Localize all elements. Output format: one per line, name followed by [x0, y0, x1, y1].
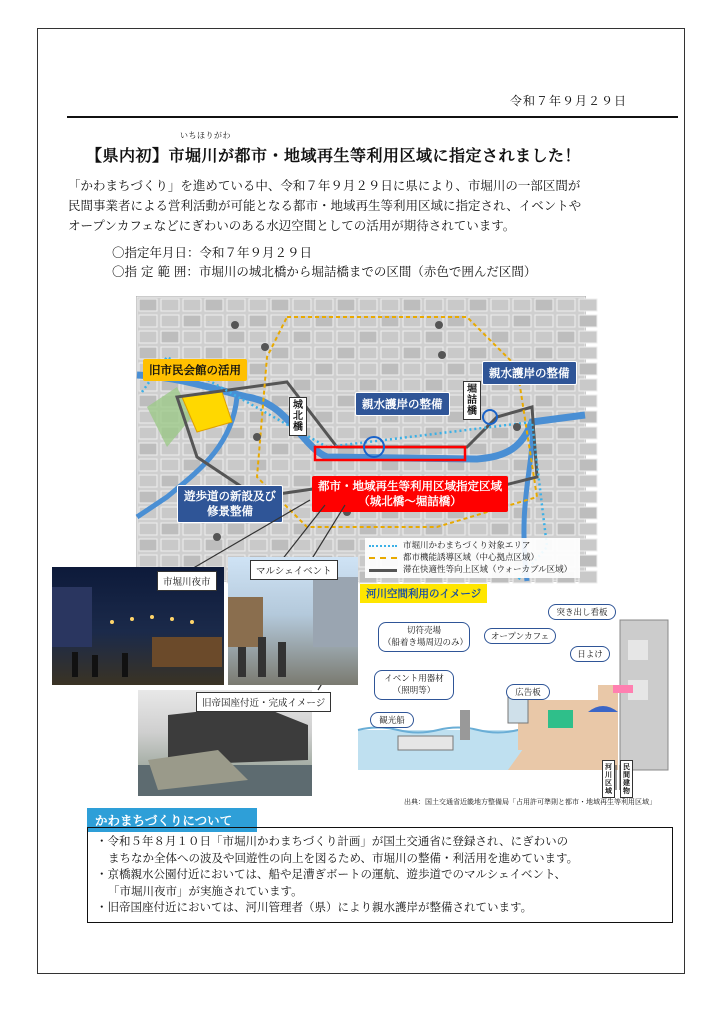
label-jouhoku-bridge: 城北橋	[289, 397, 307, 436]
about-line: ・令和５年８月１０日「市堀川かわまちづくり計画」が国土交通省に登録され、にぎわいの	[96, 834, 569, 848]
label-revetment-center: 親水護岸の整備	[355, 392, 450, 416]
caption-old-theater: 旧帝国座付近・完成イメージ	[196, 692, 331, 712]
callout-event-equipment	[374, 670, 454, 700]
callout-ticket-booth	[378, 622, 470, 652]
callout-signboard: 突き出し看板	[548, 604, 616, 620]
label-zone-line: 都市・地域再生等利用区域指定区域	[318, 479, 502, 493]
caption-marche: マルシェイベント	[250, 560, 338, 580]
page-title: 【県内初】市堀川が都市・地域再生等利用区域に指定されました！	[86, 146, 582, 165]
photo-marche	[228, 557, 358, 685]
intro-line: 民間事業者による営利活動が可能となる都市・地域再生等利用区域に指定され、イベントや	[68, 198, 582, 213]
label-river-area: 河川区域	[602, 760, 615, 798]
about-line: ・旧帝国座付近においては、河川管理者（県）により親水護岸が整備されています。	[96, 900, 533, 914]
caption-night-market: 市堀川夜市	[157, 571, 217, 591]
label-horizume-bridge: 堀詰橋	[463, 381, 481, 420]
about-line: 「市堀川夜市」が実施されています。	[108, 883, 303, 898]
callout-open-cafe: オープンカフェ	[484, 628, 556, 644]
legend-item: 市堀川かわまちづくり対象エリア	[369, 540, 576, 552]
photo-old-theater	[138, 690, 326, 796]
about-box	[87, 827, 673, 923]
label-private-building: 民間建物	[620, 760, 633, 798]
callout-ad-board: 広告板	[506, 684, 550, 700]
river-image-title: 河川空間利用のイメージ	[360, 584, 487, 603]
designation-range: 〇指 定 範 囲：市堀川の城北橋から堀詰橋までの区間（赤色で囲んだ区間）	[112, 264, 537, 279]
legend-item: 滞在快適性等向上区域（ウォーカブル区域）	[369, 564, 576, 576]
about-heading: かわまちづくりについて	[87, 808, 257, 832]
callout-awning: 日よけ	[570, 646, 610, 662]
label-promenade-line: 修景整備	[207, 504, 253, 518]
callout-sightseeing-boat: 観光船	[370, 712, 414, 728]
label-promenade-line: 遊歩道の新設及び	[184, 489, 276, 503]
legend-item: 都市機能誘導区域（中心拠点区域）	[369, 552, 576, 564]
designation-date: 〇指定年月日：令和７年９月２９日	[112, 245, 313, 260]
photo-night-market	[52, 567, 224, 685]
label-zone-line: （城北橋～堀詰橋）	[358, 494, 462, 508]
intro-line: 「かわまちづくり」を進めている中、令和７年９月２９日に県により、市堀川の一部区間が	[68, 178, 581, 193]
title-ruby: いちほりがわ	[180, 131, 231, 140]
label-old-civic-hall: 旧市民会館の活用	[143, 359, 247, 381]
callout-text: 切符売場 （船着き場周辺のみ）	[383, 626, 469, 648]
document-date: 令和７年９月２９日	[510, 94, 628, 108]
label-revetment-east: 親水護岸の整備	[482, 361, 577, 385]
source-note: 出典：国土交通省近畿地方整備局「占用許可準則と都市・地域再生等利用区域」	[404, 798, 656, 806]
about-line: ・京橋親水公園付近においては、船や足漕ぎボートの運航、遊歩道でのマルシェイベント、	[96, 867, 566, 881]
callout-text: イベント用器材 （照明等）	[384, 674, 444, 696]
about-line: まちなか全体への波及や回遊性の向上を図るため、市堀川の整備・利活用を進めています。	[108, 850, 579, 865]
intro-line: オープンカフェなどにぎわいのある水辺空間としての活用が期待されています。	[68, 218, 516, 233]
